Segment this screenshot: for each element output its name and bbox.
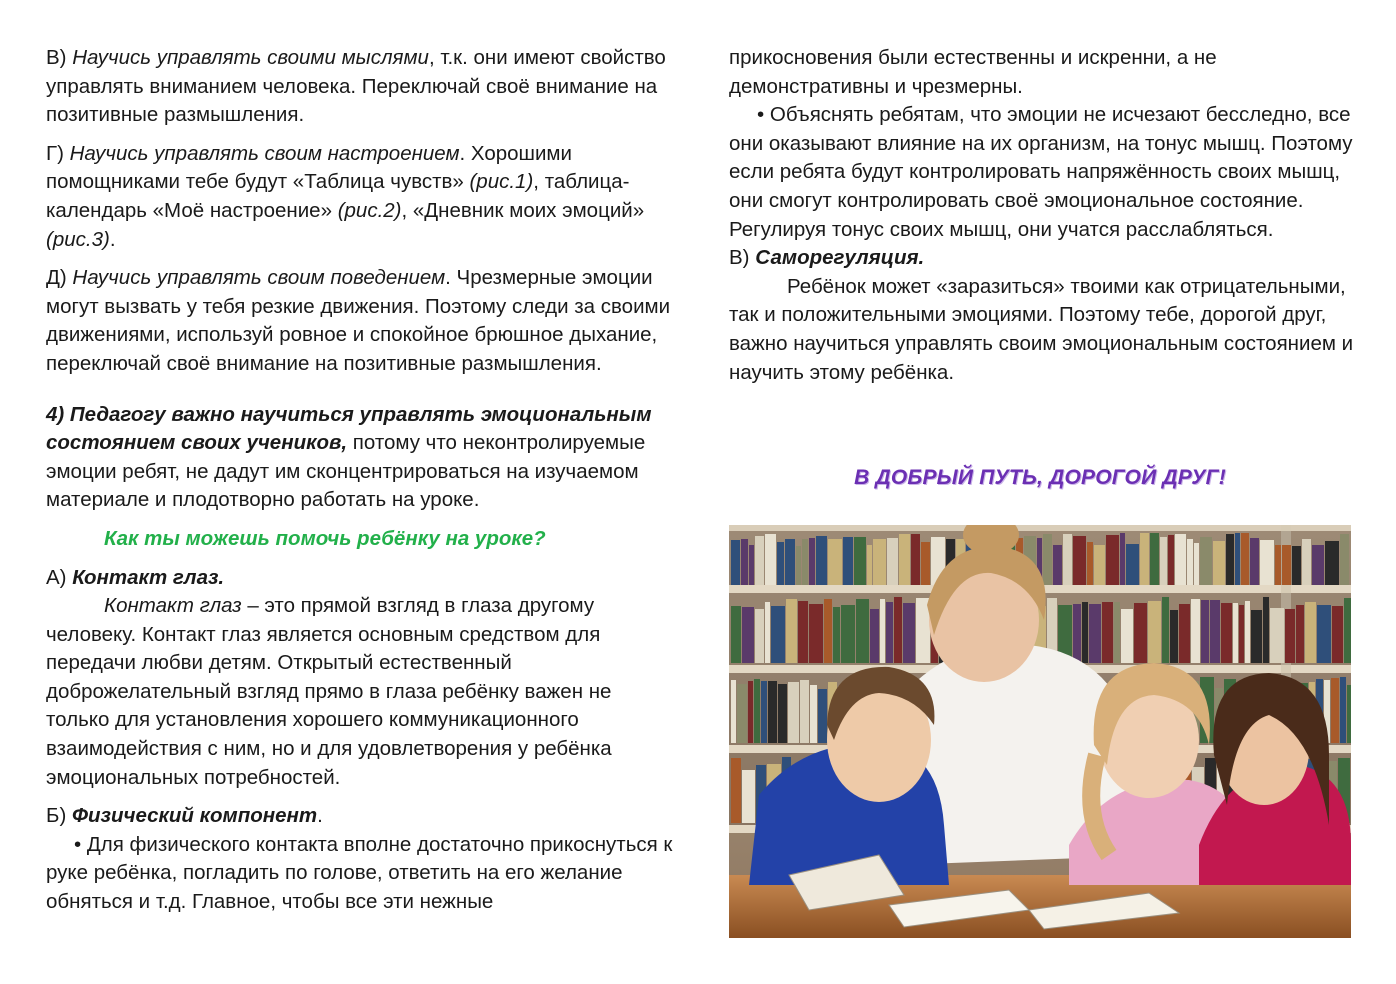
item-text: , т.к. они имеют свойство управлять вниманием человека. Переключай своё внимание на позитивные размышления. [46,46,666,127]
book-spine [1331,678,1339,743]
book-spine [1344,598,1351,663]
item-label: Б) [46,804,72,828]
book-spine [1150,533,1159,585]
book-spine [748,681,753,743]
book-spine [1312,545,1324,585]
book-spine [1179,604,1190,663]
book-spine [785,539,795,585]
item-title: Научись управлять своим настроением [69,141,460,165]
book-spine [1302,539,1311,585]
book-spine [1121,609,1133,663]
section-heading: 4) Педагогу важно научиться управлять эмоциональным состоянием своих учеников, [46,402,652,455]
item-text: . [317,804,323,828]
item-text: , «Дневник моих эмоций» [401,198,645,222]
book-spine [1317,605,1331,663]
book-spine [873,539,886,585]
right-column [729,44,1359,387]
book-spine [1325,541,1339,585]
item-title: Контакт глаз. [72,565,225,589]
item-label: А) [46,565,73,589]
book-spine [765,534,776,585]
book-spine [1160,537,1167,585]
book-spine [1250,538,1259,585]
book-spine [755,609,764,663]
item-label: В) [729,246,756,270]
book-spine [894,597,902,663]
paragraph-teacher [46,401,678,515]
book-spine [843,537,853,585]
item-title: Научись управлять своими мыслями [72,46,429,69]
book-spine [1191,599,1200,663]
item-text: , таблица-календарь «Моё настроение» [46,170,630,222]
book-spine [1347,685,1351,743]
figure-ref: (рис.1) [469,170,534,194]
book-spine [1148,601,1161,663]
item-title: Научись управлять своим поведением [72,266,446,290]
book-spine [1221,603,1232,663]
book-spine [1270,608,1284,663]
book-spine [765,602,770,663]
farewell-heading: В ДОБРЫЙ ПУТЬ, ДОРОГОЙ ДРУГ! [854,466,1226,489]
self-regulation-heading [729,244,1359,273]
book-spine [856,599,869,663]
book-spine [1275,545,1281,585]
book-spine [1260,540,1274,585]
figure-ref: (рис.3) [46,227,110,251]
book-spine [1292,546,1301,585]
book-spine [1106,535,1119,585]
book-spine [1285,609,1295,663]
book-spine [1226,534,1234,585]
book-spine [1162,597,1169,663]
paragraph-behavior [46,264,678,378]
book-spine [800,680,809,743]
book-spine [1102,602,1113,663]
book-spine [1053,545,1062,585]
bullet-muscles: • Объяснять ребятам, что эмоции не исчезают бесследно, все они оказывают влияние на их организм, на тонус мышц. Поэтому если ребята будут контролировать напряжённость своих мышц, они смогут контролировать своё эмоциональное состояние. Регулируя тонус своих мышц, они учатся расслабляться. [729,103,1353,241]
book-spine [761,681,767,743]
book-spine [1114,602,1120,663]
book-spine [798,601,808,663]
book-spine [1134,603,1147,663]
book-spine [818,689,827,743]
book-spine [816,536,827,585]
book-spine [1263,597,1269,663]
book-spine [786,599,797,663]
book-spine [809,604,823,663]
book-spine [802,539,808,585]
book-spine [1126,544,1139,585]
book-spine [749,545,754,585]
self-regulation-text: Ребёнок может «заразиться» твоими как отрицательными, так и положительными эмоциями. Поэтому тебе, дорогой друг, важно научиться управлять своим эмоциональным состоянием и научить этому ребёнка. [729,274,1354,384]
book-spine [737,684,747,743]
book-spine [1082,602,1088,663]
item-text: . [109,227,116,251]
book-spine [1194,543,1199,585]
book-spine [755,536,764,585]
item-text: . Чрезмерные эмоции могут вызвать у тебя резкие движения. Поэтому следи за своими движениями, используй ровное и спокойное брюшное дыхание, переключай своё внимание на позитивные размышления. [46,266,671,375]
book-spine [1089,604,1101,663]
book-spine [824,599,832,663]
item-label: Г) [46,141,70,165]
book-spine [1201,600,1209,663]
book-spine [810,685,817,743]
book-spine [1282,545,1291,585]
eye-contact-text [46,592,678,792]
book-spine [903,603,915,663]
book-spine [1233,603,1238,663]
book-spine [921,542,930,585]
book-spine [1245,601,1250,663]
book-spine [731,680,736,743]
book-spine [741,539,748,585]
book-spine [731,606,741,663]
book-spine [867,545,872,585]
book-spine [1073,536,1086,585]
item-text: – это прямой взгляд в глаза другому человеку. Контакт глаз является основным средством для передачи любви детям. Открытый естественный доброжелательный взгляд прямо в глаза ребёнку важен не только для установления хорошего коммуникационного взаимодействия с ним, но и для удовлетворения у ребёнка эмоциональных потребностей. [46,594,612,789]
book-spine [809,538,815,585]
book-spine [1332,606,1343,663]
teacher-children-photo [729,525,1351,938]
book-spine [1239,605,1244,663]
book-spine [1305,602,1316,663]
book-spine [833,607,840,663]
left-column [46,44,678,917]
book-spine [1200,537,1212,585]
book-spine [1168,535,1174,585]
photo-illustration [729,525,1351,938]
book-spine [778,684,787,743]
book-spine [1251,610,1262,663]
book-spine [754,679,760,743]
book-spine [731,758,741,823]
item-label: В) [46,46,73,69]
paragraph-continuation: прикосновения были естественны и искренни, а не демонстративны и чрезмерны. [729,46,1217,98]
book-spine [880,599,885,663]
book-spine [1087,542,1093,585]
book-spine [771,606,785,663]
book-spine [1235,533,1240,585]
book-spine [911,534,920,585]
item-title: Саморегуляция. [755,246,925,270]
book-spine [1170,610,1178,663]
eye-contact-heading [46,564,678,593]
item-label: Д) [46,266,73,290]
figure-ref: (рис.2) [337,198,402,222]
book-spine [1241,533,1249,585]
book-spine [1140,533,1149,585]
book-spine [841,605,855,663]
book-spine [1063,534,1072,585]
book-spine [742,607,754,663]
book-spine [1073,604,1081,663]
section-text: потому что неконтролируемые эмоции ребят, не дадут им сконцентрироваться на изучаемом материале и плодотворно работать на уроке. [46,431,646,512]
book-spine [1094,545,1105,585]
term: Контакт глаз [104,594,242,618]
book-spine [887,538,898,585]
book-spine [854,537,866,585]
book-spine [788,682,799,743]
book-spine [742,770,755,823]
physical-heading [46,802,678,831]
book-spine [1175,534,1186,585]
item-title: Физический компонент [71,804,318,828]
book-spine [1340,534,1349,585]
book-spine [796,546,801,585]
book-spine [1210,600,1220,663]
book-spine [1043,534,1052,585]
paragraph-mood [46,140,678,254]
book-spine [1187,539,1193,585]
item-text: . Хорошими помощниками тебе будут «Таблица чувств» [46,141,572,194]
book-spine [768,681,777,743]
book-spine [777,542,784,585]
bullet-physical: • Для физического контакта вполне достаточно прикоснуться к руке ребёнка, погладить по голове, ответить на его желание обняться и т.д. Главное, чтобы все эти нежные [46,832,673,914]
paragraph-thoughts [46,44,678,130]
book-spine [899,534,910,585]
book-spine [870,609,879,663]
book-spine [1120,533,1125,585]
book-spine [886,602,893,663]
book-spine [1213,541,1225,585]
book-spine [731,540,740,585]
book-spine [1340,677,1346,743]
book-spine [828,539,842,585]
book-spine [1296,605,1304,663]
question-heading: Как ты можешь помочь ребёнку на уроке? [104,526,546,550]
